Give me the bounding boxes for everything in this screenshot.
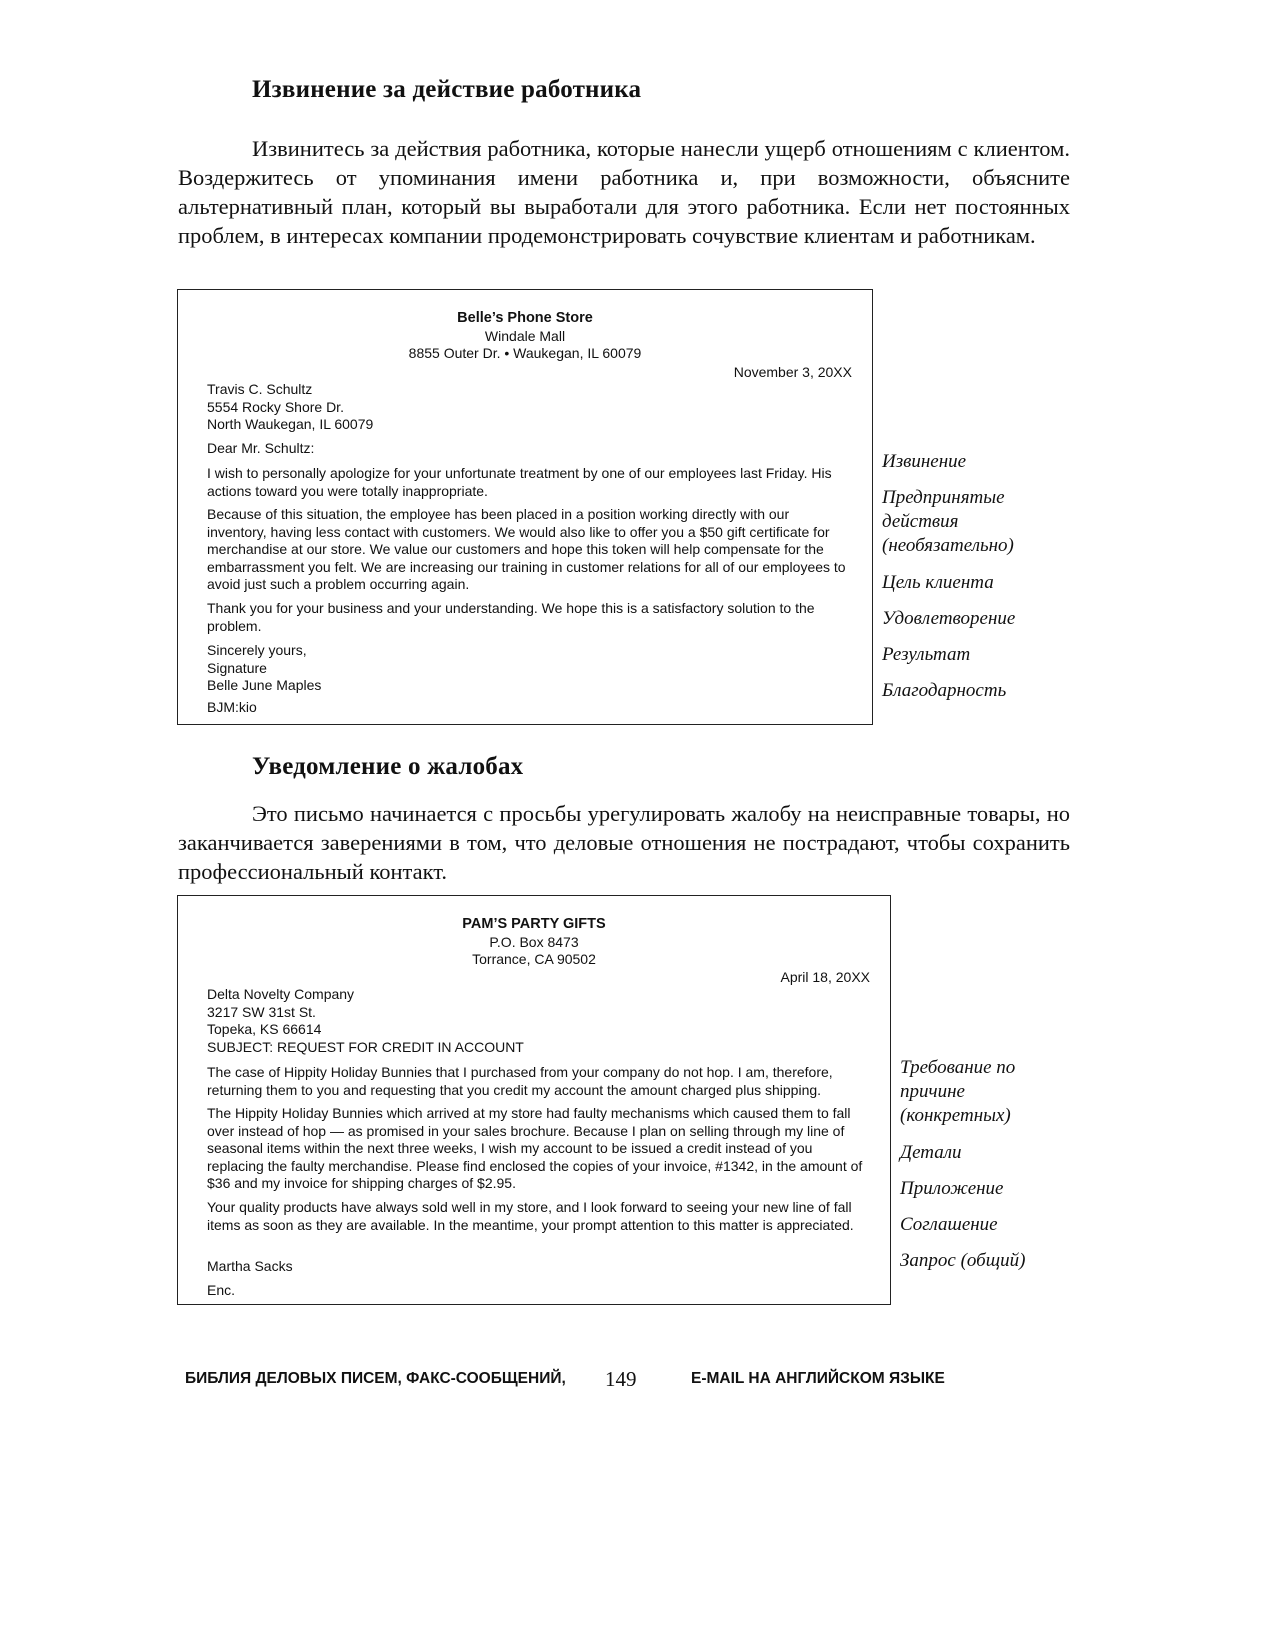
- section1-paragraph: Извинитесь за действия работника, которые нанесли ущерб отношениям с клиентом. Воздержитесь от упоминания имени работника и, при возможности, объясните альтернативный план, который вы выработали для этого работника. Если нет постоянных проблем, в интересах компании продемонстрировать сочувствие клиентам и работникам.: [178, 136, 1070, 248]
- section2-heading: Уведомление о жалобах: [252, 753, 524, 780]
- recipient-street: 3217 SW 31st St.: [207, 1003, 316, 1020]
- footer-book-title-right: E-MAIL НА АНГЛИЙСКОМ ЯЗЫКЕ: [691, 1370, 945, 1387]
- annotation-label: Благодарность: [882, 680, 1007, 701]
- letter-date: November 3, 20XX: [733, 364, 852, 380]
- annotation-label: Приложение: [900, 1178, 1004, 1199]
- letter-paragraph: The case of Hippity Holiday Bunnies that I purchased from your company do not hop. I am, therefore, returning them to you and requesting that you credit my account the amount charged plus shipping.: [207, 1064, 833, 1098]
- recipient-street: 5554 Rocky Shore Dr.: [207, 398, 344, 415]
- letter-date: April 18, 20XX: [780, 969, 870, 985]
- store-address-line: Torrance, CA 90502: [472, 951, 596, 967]
- letter-paragraph: Your quality products have always sold well in my store, and I look forward to seeing your new line of fall items as soon as they are available. In the meantime, your prompt attention to this matter is appreciated.: [207, 1199, 854, 1233]
- salutation: Dear Mr. Schultz:: [207, 440, 315, 456]
- recipient-city: Topeka, KS 66614: [207, 1021, 322, 1037]
- closing: Sincerely yours,: [207, 642, 307, 658]
- annotation-label: Результат: [882, 644, 971, 665]
- enclosure-note: Enc.: [207, 1282, 236, 1298]
- store-name: Belle’s Phone Store: [457, 310, 593, 326]
- recipient-address: [207, 986, 868, 1056]
- letter-sample-complaint: [177, 895, 891, 1305]
- letter-paragraph: The Hippity Holiday Bunnies which arrived at my store had faulty mechanisms which caused them to fall over instead of hop — as promised in your sales brochure. Because I plan on selling through my line of seasonal items within the next three weeks, I wish my account to be issued a credit instead of you replacing the faulty merchandise. Please find enclosed the copies of your invoice, #1342, in the amount of $36 and my invoice for shipping charges of $2.95.: [207, 1105, 863, 1191]
- section1-heading: Извинение за действие работника: [252, 76, 642, 103]
- annotation-label: Предпринятые действия (необязательно): [882, 487, 1014, 556]
- letter-paragraph: Because of this situation, the employee has been placed in a position working directly with our inventory, having less contact with customers. We would also like to offer you a $50 gift certificate for merchandise at our store. We value our customers and hope this token will help compensate for the embarrassment you felt. We are increasing our training in customer relations for all of our employees to avoid just such a problem occurring again.: [207, 506, 846, 592]
- recipient-address: [207, 381, 850, 434]
- recipient-name: Delta Novelty Company: [207, 986, 355, 1002]
- signer-name: Martha Sacks: [207, 1258, 293, 1274]
- annotation-label: Соглашение: [900, 1214, 998, 1235]
- annotation-label: Требование по причине (конкретных): [900, 1057, 1016, 1126]
- store-address-line: Windale Mall: [484, 327, 566, 344]
- signature: Signature: [207, 659, 267, 676]
- store-address-line: 8855 Outer Dr. • Waukegan, IL 60079: [408, 345, 642, 361]
- annotation-label: Запрос (общий): [900, 1250, 1026, 1271]
- store-address-line: P.O. Box 8473: [489, 933, 579, 950]
- letter-paragraph: Thank you for your business and your understanding. We hope this is a satisfactory solution to the problem.: [207, 600, 815, 634]
- letter-subject: SUBJECT: REQUEST FOR CREDIT IN ACCOUNT: [207, 1038, 524, 1055]
- letter-sample-apology: [177, 289, 873, 725]
- store-name: PAM’S PARTY GIFTS: [462, 916, 606, 932]
- section2-paragraph: Это письмо начинается с просьбы урегулировать жалобу на неисправные товары, но заканчивается заверениями в том, что деловые отношения не пострадают, чтобы сохранить профессиональный контакт.: [178, 801, 1070, 884]
- annotation-label: Цель клиента: [882, 572, 994, 593]
- recipient-name: Travis C. Schultz: [207, 381, 313, 397]
- page-number: 149: [605, 1367, 637, 1391]
- annotation-label: Извинение: [882, 451, 967, 472]
- footer-book-title-left: БИБЛИЯ ДЕЛОВЫХ ПИСЕМ, ФАКС-СООБЩЕНИЙ,: [185, 1370, 566, 1387]
- annotation-label: Удовлетворение: [882, 608, 1016, 629]
- recipient-city: North Waukegan, IL 60079: [207, 416, 374, 432]
- letterhead: [178, 916, 890, 969]
- letter-paragraph: I wish to personally apologize for your unfortunate treatment by one of our employees last Friday. His actions toward you were totally inappropriate.: [207, 465, 832, 499]
- letter-closing: [207, 642, 850, 695]
- reference-initials: BJM:kio: [207, 699, 257, 715]
- letterhead: [178, 310, 872, 363]
- annotation-label: Детали: [900, 1142, 962, 1163]
- signer-name: Belle June Maples: [207, 677, 322, 693]
